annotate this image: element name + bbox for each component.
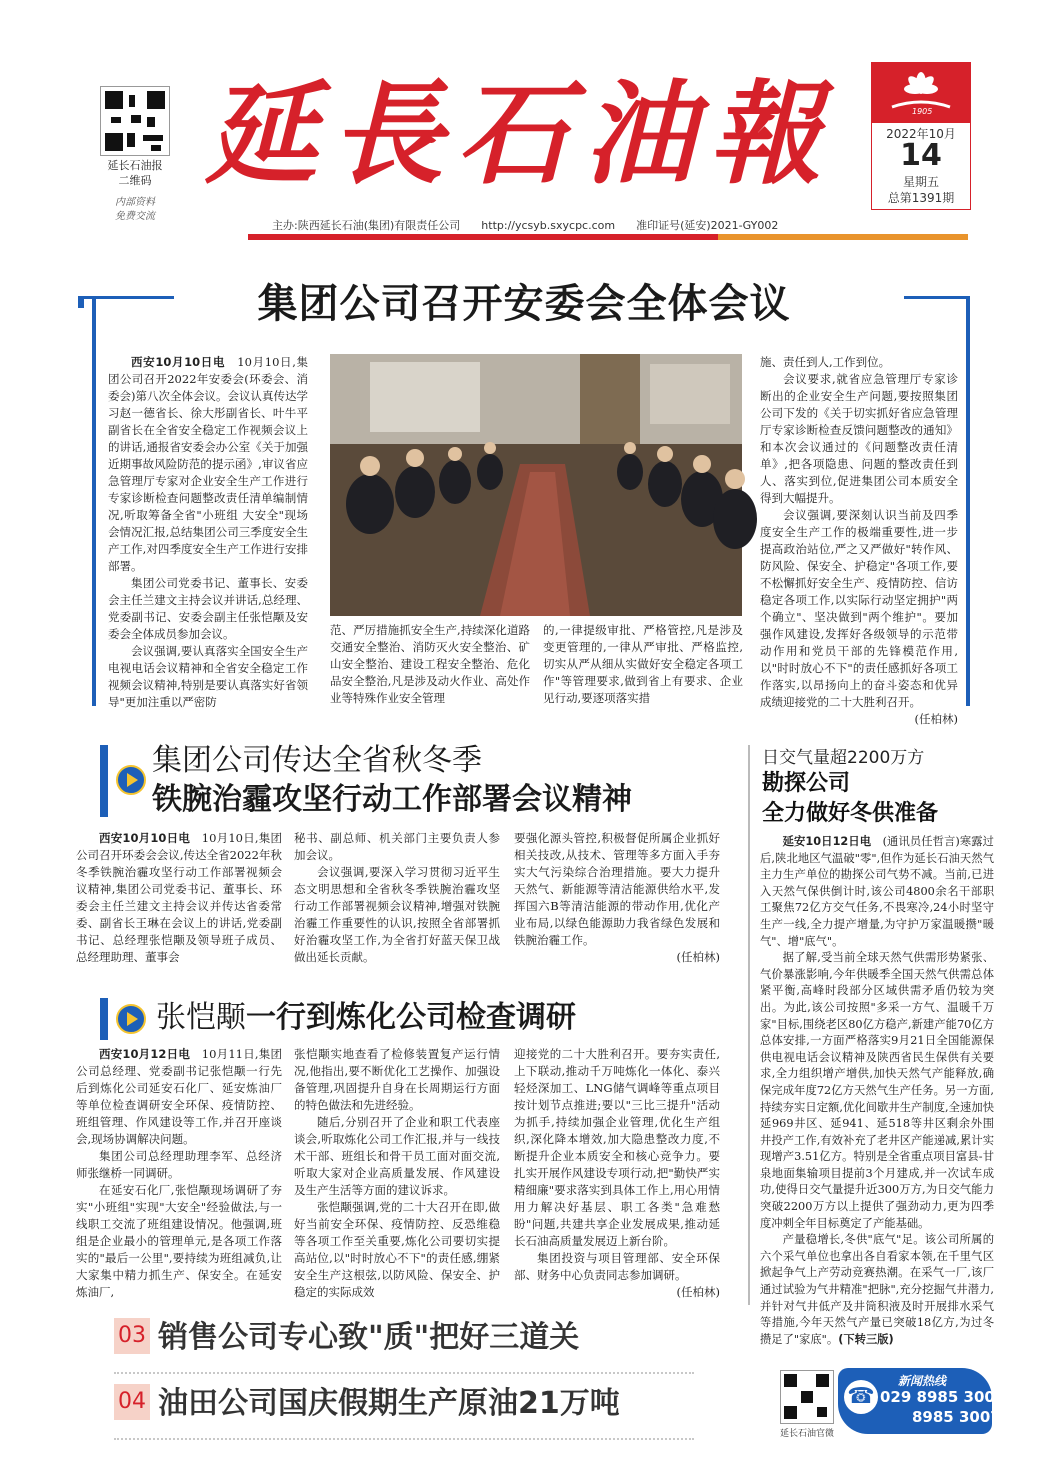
teaser-divider (114, 1438, 694, 1440)
teaser-title[interactable]: 油田公司国庆假期生产原油21万吨 (158, 1386, 620, 1421)
article3-col2 (294, 1046, 500, 1308)
article2-title-line2: 铁腕治霾攻坚行动工作部署会议精神 (152, 782, 632, 817)
hotline-box (838, 1368, 1006, 1434)
article4-para: 据了解,受当前全球天然气供需形势紧张、气价暴涨影响,今年供暖季全国天然气供需总体紧平衡,高峰时段部分区域供需矛盾仍较为突出。为此,该公司按照"多采一方气、温暖千万家"目标,围绕老区80亿方稳产,新建产能70亿方总体安排,一方面严格落实9月21日全国能源保供电视电话会议精神及陕西省民生保供有关要求,全力组织增产增供,加快天然气产能释放,确保完成年度72亿方天然气生产任务。另一方面,持续夯实日定额,优化间歇井生产制度,全速加快延969井区、延941、延518等井区剩余外围井投产工作,有效补充了老井区产能递减,累计实现增产3.51亿方。特别是全省重点项目富县-甘泉地面集输项目提前3个月建成,并一次试车成功,使得日交气量提升近300万方,为日交气能力突破2200万方以上提供了强劲动力,更为四季度冲刺全年目标奠定了产能基础。 (760, 951, 994, 1230)
newspaper-qr-code (100, 86, 170, 156)
article3-author: (任柏林) (676, 1285, 720, 1299)
teaser-page-number: 04 (114, 1384, 150, 1420)
internal-note (90, 196, 180, 224)
article3-byline: 西安10月12日电 (99, 1047, 191, 1061)
teaser-page-number: 03 (114, 1318, 150, 1354)
article1-para: 西安10月10日电 10月10日,集团公司召开2022年安委会(环委会、消委会)第八次全体会议。会议认真传达学习赵一德省长、徐大彤副省长、叶牛平副省长在全省安全稳定工作视频会议上的讲话,通报省安委会办公室《关于加强近期事故风险防范的提示函》,审议省应急管理厅专家对企业安全生产工作进行专家诊断检查问题整改责任清单编制情况,听取筹备全省"小班组 大安全"现场会情况汇报,总结集团公司三季度安全生产工作,对四季度安全生产工作进行安排部署。 (108, 355, 309, 573)
official-account-qr-code (780, 1370, 834, 1424)
article1-byline: 西安10月10日电 (131, 355, 226, 369)
article2-col2-lead: 秘书、副总师、机关部门主要负责人参加会议。 (294, 831, 500, 862)
article2-col1 (76, 830, 282, 970)
article4-para: 产量稳增长,冬供"底气"足。该公司所属的六个采气单位也拿出各自看家本领,在千里气区掀起争气上产劳动竞赛热潮。在采气一厂,该厂通过试验为气井精准"把脉",充分挖掘气井潜力,并针对气井低产及井筒积液及时开展排水采气等措施,今年天然气产量已突破18亿方,为过冬攒足了"家底"。(下转三版) (760, 1233, 994, 1346)
article1-col2-text: 范、严厉措施抓安全生产,持续深化道路交通安全整治、消防灭火安全整治、矿山安全整治、建设工程安全整治、危化品安全整治,凡是涉及动火作业、高处作业等特殊作业安全管理 (330, 623, 530, 705)
article3-col2-lead: 张恺颙实地查看了检修装置复产运行情况,他指出,要不断优化工艺操作、加强设备管理,巩固提升自身在长周期运行方面的特色做法和先进经验。 (294, 1047, 500, 1112)
article3-title (156, 996, 576, 1040)
teaser-divider (114, 1372, 694, 1374)
article4-para: 延安10日12日电 (通讯员任哲言)寒露过后,陕北地区气温破"零",但作为延长石油天然气主力生产单位的勘探公司气势不减。当前,已进入天然气保供倒计时,该公司4800余名干部职工聚焦72亿方交气任务,不畏寒冷,24小时坚守生产一线,全力提产增量,为守护万家温暖攒"暖气"、增"底气"。 (760, 835, 994, 948)
license-number: 准印证号(延安)2021-GY002 (636, 219, 779, 232)
frame-right-vertical (966, 296, 970, 706)
article1-para: 会议要求,就省应急管理厅专家诊断出的企业安全生产问题,要按照集团公司下发的《关于切实抓好省应急管理厅专家诊断检查反馈问题整改的通知》和本次会议通过的《问题整改责任清单》,把各项隐患、问题的整改责任到人、落实到位,促进集团公司本质安全得到大幅提升。 (760, 372, 958, 505)
article3-para: 在延安石化厂,张恺颙现场调研了夯实"小班组"实现"大安全"经验做法,与一线职工交流了班组建设情况。他强调,班组是企业最小的管理单元,是各项工作落实的"最后一公里",要持续为班组减负,让大家集中精力抓生产、保安全。在延安炼油厂, (76, 1183, 282, 1299)
masthead-info (272, 217, 778, 233)
article4-continued[interactable]: (下转三版) (838, 1332, 894, 1346)
hotline-phone1[interactable]: 029 8985 3003 (880, 1388, 1006, 1406)
internal-note-line2: 免费交流 (115, 211, 155, 222)
article3-title-name: 张恺颙 (156, 1000, 246, 1035)
article2-author: (任柏林) (676, 950, 720, 964)
article1-col3-text: 的,一律提级审批、严格管控,凡是涉及变更管理的,一律从严审批、严格监控,切实从严从细从实做好安全稳定各项工作"等管理要求,做到省上有要求、企业见行动,要逐项落实措 (543, 623, 743, 705)
article4-rule (748, 745, 750, 1305)
article3-para: 西安10月12日电 10月11日,集团公司总经理、党委副书记张恺颙一行先后到炼化公司延安石化厂、延安炼油厂等单位检查调研安全环保、疫情防控、班组管理、作风建设等工作,并召开座谈会,现场协调解决问题。 (76, 1047, 282, 1146)
article3-para: 集团投资与项目管理部、安全环保部、财务中心负责同志参加调研。 (514, 1251, 720, 1282)
article3-col1 (76, 1046, 282, 1308)
date-line: 2022年10月 (886, 127, 956, 141)
article3-para: 集团公司总经理助理李军、总经济师张继桥一同调研。 (76, 1149, 282, 1180)
article4-title-line1: 勘探公司 (762, 771, 851, 796)
phone-icon: ☎ (844, 1380, 878, 1414)
date-box (871, 62, 971, 210)
article2-play-icon (116, 765, 146, 795)
article2-tab (100, 745, 108, 817)
article1-col3 (543, 622, 743, 705)
qr-caption-line1: 延长石油报 (107, 159, 163, 172)
issue-number: 总第1391期 (887, 191, 955, 205)
qr-caption-official: 延长石油官微 (779, 1429, 834, 1439)
qr-caption-line2: 二维码 (118, 174, 152, 187)
meeting-photo-icon (330, 354, 742, 616)
company-logo (872, 63, 970, 123)
date-day: 14 (900, 138, 942, 173)
article4-body (760, 834, 994, 1354)
publisher: 主办:陕西延长石油(集团)有限责任公司 (272, 219, 461, 232)
article2-para: 西安10月10日电 10月10日,集团公司召开环委会会议,传达全省2022年秋冬季铁腕治霾攻坚行动工作部署视频会议精神,集团公司党委书记、董事长、环委会主任兰建文主持会议并传达省委常委、副省长王琳在会议上的讲话,党委副书记、总经理张恺颙及领导班子成员、总经理助理、董事会 (76, 831, 282, 964)
hotline-label: 新闻热线 (898, 1374, 947, 1388)
masthead-rule-orange (718, 234, 968, 240)
article4-title-line2: 全力做好冬供准备 (762, 801, 939, 826)
masthead-rule-red (248, 234, 718, 240)
article1-headline: 集团公司召开安委会全体会议 (257, 281, 791, 327)
article2-byline: 西安10月10日电 (99, 831, 191, 845)
article1-col4 (760, 354, 958, 726)
article1-col4-lead: 施、责任到人,工作到位。 (760, 355, 891, 369)
internal-note-line1: 内部资料 (115, 197, 155, 208)
website-url[interactable]: http://ycsyb.sxycpc.com (481, 219, 616, 232)
article2-para: 会议强调,要深入学习贯彻习近平生态文明思想和全省秋冬季铁腕治霾攻坚行动工作部署视频会议精神,增强对铁腕治霾工作重要性的认识,按照全省部署抓好治霾攻坚工作,为全省打好蓝天保卫战做出延长贡献。 (294, 865, 500, 964)
article1-para: 会议强调,要深刻认识当前及四季度安全生产工作的极端重要性,进一步提高政治站位,严之又严做好"转作风、防风险、保安全、护稳定"各项工作,要不松懈抓好安全生产、疫情防控、信访稳定各项工作,以实际行动坚定拥护"两个确立"、坚决做到"两个维护"。要加强作风建设,发挥好各级领导的示范带动作用和党员干部的先锋模范作用,以"时时放心不下"的责任感抓好各项工作落实,以昂扬向上的奋斗姿态和优异成绩迎接党的二十大胜利召开。 (760, 508, 958, 709)
masthead-title: 延長石油報 (205, 69, 835, 200)
article1-para: 集团公司党委书记、董事长、安委会主任兰建文主持会议并讲话,总经理、党委副书记、安委会副主任张恺颙及安委会全体成员参加会议。 (108, 576, 308, 641)
article1-para: 会议强调,要认真落实全国安全生产电视电话会议精神和全省安全稳定工作视频会议精神,特别是要认真落实好省领导"更加注重以严密防 (108, 644, 308, 709)
article3-tab (100, 998, 108, 1040)
hotline-phone2[interactable]: 8985 3007 (912, 1408, 1001, 1426)
qr-caption (90, 158, 180, 188)
article1-col1 (108, 354, 309, 709)
article2-title-line1: 集团公司传达全省秋冬季 (152, 743, 482, 778)
article4-kicker: 日交气量超2200万方 (762, 748, 925, 768)
article3-play-icon (116, 1004, 146, 1034)
article1-col2 (330, 622, 530, 705)
article3-para: 张恺颙强调,党的二十大召开在即,做好当前安全环保、疫情防控、反恐维稳等各项工作至关重要,炼化公司要切实提高站位,以"时时放心不下"的责任感,绷紧安全生产这根弦,以防风险、保安全、护稳定的实际成效 (294, 1200, 500, 1299)
article4-reporter: (通讯员任哲言) (882, 835, 960, 848)
frame-left-vertical (92, 296, 96, 706)
article1-photo (330, 354, 742, 616)
article2-col3 (514, 830, 720, 970)
article4-byline: 延安10日12日电 (782, 835, 872, 848)
article2-col3-text: 要强化源头管控,积极督促所属企业抓好相关技改,从技术、管理等多方面入手夯实大气污染综合治理措施。要大力提升天然气、新能源等清洁能源供给水平,发挥国六B等清洁能源的带动作用,优化产业布局,以绿色能源助力我省绿色发展和铁腕治霾工作。 (514, 831, 720, 947)
article3-para: 随后,分别召开了企业和职工代表座谈会,听取炼化公司工作汇报,并与一线技术干部、班组长和骨干员工面对面交流,听取大家对企业高质量发展、作风建设及生产生活等方面的建议诉求。 (294, 1115, 500, 1197)
logo-year: 1905 (912, 107, 933, 116)
article3-col3-lead: 迎接党的二十大胜利召开。要夯实责任,上下联动,推动千万吨炼化一体化、泰兴轻烃深加工、LNG储气调峰等重点项目按计划节点推进;要以"三比三提升"活动为抓手,持续加强企业管理,优化生产组织,深化降本增效,加大隐患整改力度,不断提升企业本质安全和核心竞争力。要扎实开展作风建设专项行动,把"勤快严实精细廉"要求落实到具体工作上,用心用情用力解决好基层、职工各类"急难愁盼"问题,共建共享企业发展成果,推动延长石油高质量发展迈上新台阶。 (514, 1047, 720, 1248)
article3-title-rest: 一行到炼化公司检查调研 (246, 1000, 576, 1035)
weekday: 星期五 (902, 175, 939, 189)
article3-col3 (514, 1046, 720, 1308)
article1-author: (任柏林) (914, 712, 958, 726)
teaser-title[interactable]: 销售公司专心致"质"把好三道关 (158, 1320, 580, 1355)
article2-col2 (294, 830, 500, 970)
